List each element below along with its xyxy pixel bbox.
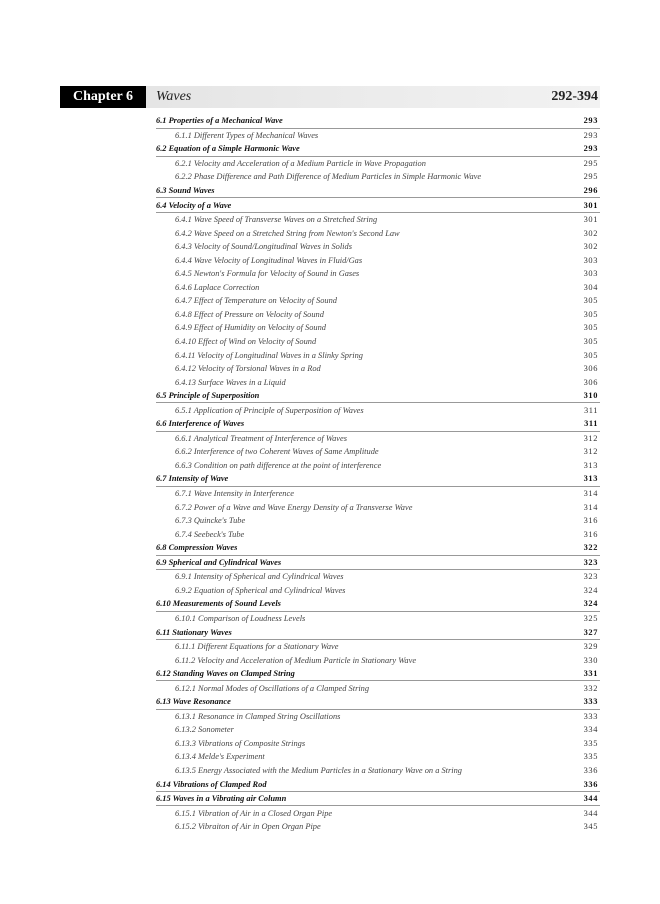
toc-subsection-row[interactable]: [156, 432, 600, 446]
toc-entry-page: 303: [583, 269, 598, 279]
toc-subsection-row[interactable]: [156, 500, 600, 514]
toc-section-row[interactable]: [156, 792, 600, 807]
toc-entry-title: 6.11.2 Velocity and Acceleration of Medium Particle in Stationary Wave: [175, 655, 417, 665]
toc-entry-page: 293: [583, 144, 598, 154]
toc-entry-title: 6.12 Standing Waves on Clamped String: [156, 669, 295, 679]
toc-entry-title: 6.4.5 Newton's Formula for Velocity of Sound in Gases: [175, 269, 360, 279]
toc-entry-title: 6.4.4 Wave Velocity of Longitudinal Waves in Fluid/Gas: [175, 255, 363, 265]
toc-subsection-row[interactable]: [156, 267, 600, 281]
toc-entry-title: 6.13 Wave Resonance: [156, 697, 231, 707]
toc-subsection-row[interactable]: [156, 681, 600, 695]
toc-entry-title: 6.13.1 Resonance in Clamped String Oscillations: [175, 711, 341, 721]
toc-entry-title: 6.11 Stationary Waves: [156, 627, 232, 637]
toc-subsection-row[interactable]: [156, 570, 600, 584]
toc-entry-title: 6.3 Sound Waves: [156, 186, 215, 195]
toc-entry-page: 313: [583, 474, 598, 484]
toc-section-row[interactable]: [156, 472, 600, 487]
toc-entry-title: 6.6 Interference of Waves: [156, 419, 245, 429]
toc-section-row[interactable]: [156, 198, 600, 213]
toc-entry-title: 6.9.2 Equation of Spherical and Cylindrical Waves: [175, 585, 346, 595]
toc-entry-page: 304: [583, 282, 598, 292]
toc-subsection-row[interactable]: [156, 157, 600, 171]
toc-entry-page: 306: [583, 377, 598, 387]
toc-entry-page: 305: [583, 323, 598, 333]
toc-entry-title: 6.4.6 Laplace Correction: [175, 282, 260, 292]
toc-subsection-row[interactable]: [156, 362, 600, 376]
toc-entry-page: 336: [583, 779, 598, 789]
toc-entry-title: 6.15.1 Vibration of Air in a Closed Organ Pipe: [175, 808, 333, 818]
toc-entry-page: 301: [583, 215, 598, 225]
toc-entry-title: 6.2 Equation of a Simple Harmonic Wave: [156, 144, 300, 154]
toc-subsection-row[interactable]: [156, 710, 600, 724]
toc-entry-page: 331: [583, 669, 598, 679]
toc-entry-title: 6.7.4 Seebeck's Tube: [175, 529, 245, 539]
toc-subsection-row[interactable]: [156, 240, 600, 254]
toc-entry-page: 301: [583, 200, 598, 210]
toc-entry-page: 305: [583, 337, 598, 347]
toc-subsection-row[interactable]: [156, 820, 600, 834]
toc-entry-title: 6.14 Vibrations of Clamped Rod: [156, 779, 267, 789]
toc-entry-title: 6.10.1 Comparison of Loudness Levels: [175, 613, 306, 623]
toc-entry-page: 344: [583, 808, 598, 818]
toc-entry-page: 332: [583, 683, 598, 693]
toc-section-row[interactable]: [156, 667, 600, 682]
toc-subsection-row[interactable]: [156, 806, 600, 820]
toc-entry-title: 6.7 Intensity of Wave: [156, 474, 229, 484]
toc-entry-page: 330: [583, 655, 598, 665]
toc-entry-title: 6.13.5 Energy Associated with the Medium Particles in a Stationary Wave on a String: [175, 765, 462, 775]
toc-entry-title: 6.4 Velocity of a Wave: [156, 200, 232, 210]
toc-subsection-row[interactable]: [156, 281, 600, 295]
toc-entry-title: 6.2.2 Phase Difference and Path Difference of Medium Particles in Simple Harmonic Wave: [175, 172, 482, 182]
toc-entry-title: 6.4.2 Wave Speed on a Stretched String from Newton's Second Law: [175, 228, 400, 238]
toc-subsection-row[interactable]: [156, 459, 600, 473]
toc-subsection-row[interactable]: [156, 487, 600, 501]
toc-entry-title: 6.4.3 Velocity of Sound/Longitudinal Waves in Solids: [175, 242, 352, 252]
toc-entry-title: 6.13.4 Melde's Experiment: [175, 752, 265, 762]
toc-section-row[interactable]: [156, 597, 600, 612]
toc-entry-title: 6.4.10 Effect of Wind on Velocity of Sound: [175, 337, 317, 347]
toc-entry-title: 6.13.2 Sonometer: [175, 725, 234, 735]
toc-entry-page: 305: [583, 296, 598, 306]
toc-entry-page: 324: [583, 585, 598, 595]
toc-entry-page: 293: [583, 116, 598, 126]
toc-section-row[interactable]: [156, 417, 600, 432]
toc-subsection-row[interactable]: [156, 445, 600, 459]
toc-entry-page: 333: [583, 711, 598, 721]
toc-entry-title: 6.8 Compression Waves: [156, 543, 238, 553]
toc-entry-title: 6.4.7 Effect of Temperature on Velocity of Sound: [175, 296, 337, 306]
toc-section-row[interactable]: [156, 777, 600, 792]
toc-entry-page: 296: [583, 186, 598, 195]
toc-entry-page: 312: [583, 433, 598, 443]
toc-subsection-row[interactable]: [156, 335, 600, 349]
toc-entry-title: 6.7.1 Wave Intensity in Interference: [175, 489, 294, 499]
toc-subsection-row[interactable]: [156, 375, 600, 389]
toc-entry-page: 324: [583, 599, 598, 609]
toc-entry-title: 6.1 Properties of a Mechanical Wave: [156, 116, 283, 126]
toc-section-row[interactable]: [156, 389, 600, 404]
toc-entry-title: 6.7.2 Power of a Wave and Wave Energy Density of a Transverse Wave: [175, 502, 413, 512]
toc-entry-page: 305: [583, 350, 598, 360]
toc-subsection-row[interactable]: [156, 527, 600, 541]
toc-entry-page: 303: [583, 255, 598, 265]
toc-entry-page: 295: [583, 158, 598, 168]
toc-entry-page: 293: [583, 130, 598, 140]
toc-entry-title: 6.6.2 Interference of two Coherent Waves of Same Amplitude: [175, 447, 379, 457]
toc-subsection-row[interactable]: [156, 170, 600, 184]
toc-entry-page: 334: [583, 725, 598, 735]
toc-entry-page: 322: [583, 543, 598, 553]
toc-entry-page: 311: [583, 405, 598, 415]
toc-subsection-row[interactable]: [156, 294, 600, 308]
toc-entry-title: 6.1.1 Different Types of Mechanical Waves: [175, 130, 319, 140]
toc-entry-page: 313: [583, 460, 598, 470]
toc-subsection-row[interactable]: [156, 640, 600, 654]
toc-entry-title: 6.6.1 Analytical Treatment of Interference of Waves: [175, 433, 347, 443]
toc-entry-page: 295: [583, 172, 598, 182]
toc-section-row[interactable]: [156, 184, 600, 199]
toc-entry-page: 323: [583, 572, 598, 582]
toc-entry-title: 6.4.13 Surface Waves in a Liquid: [175, 377, 286, 387]
toc-entry-page: 314: [583, 489, 598, 499]
toc-subsection-row[interactable]: [156, 723, 600, 737]
toc-entry-title: 6.11.1 Different Equations for a Stationary Wave: [175, 642, 339, 652]
chapter-title: Waves: [156, 89, 192, 104]
chapter-label: Chapter 6: [60, 86, 146, 108]
toc-entry-page: 323: [583, 557, 598, 567]
toc-subsection-row[interactable]: [156, 321, 600, 335]
toc-entry-page: 316: [583, 529, 598, 539]
toc-subsection-row[interactable]: [156, 403, 600, 417]
table-of-contents: [156, 114, 600, 833]
toc-subsection-row[interactable]: [156, 514, 600, 528]
toc-entry-title: 6.15 Waves in a Vibrating air Column: [156, 794, 287, 804]
toc-entry-page: 302: [583, 228, 598, 238]
toc-entry-page: 335: [583, 738, 598, 748]
toc-entry-page: 335: [583, 752, 598, 762]
toc-entry-page: 329: [583, 642, 598, 652]
toc-entry-title: 6.6.3 Condition on path difference at the point of interference: [175, 460, 382, 470]
toc-entry-title: 6.4.8 Effect of Pressure on Velocity of Sound: [175, 309, 324, 319]
toc-entry-page: 305: [583, 309, 598, 319]
toc-entry-page: 325: [583, 613, 598, 623]
toc-entry-page: 333: [583, 697, 598, 707]
toc-subsection-row[interactable]: [156, 213, 600, 227]
toc-subsection-row[interactable]: [156, 750, 600, 764]
toc-entry-title: 6.13.3 Vibrations of Composite Strings: [175, 738, 306, 748]
toc-subsection-row[interactable]: [156, 584, 600, 598]
toc-entry-title: 6.5.1 Application of Principle of Superposition of Waves: [175, 405, 364, 415]
chapter-header: [60, 86, 600, 108]
chapter-page-range: 292-394: [551, 89, 598, 104]
toc-section-row[interactable]: [156, 695, 600, 710]
toc-entry-page: 314: [583, 502, 598, 512]
toc-section-row[interactable]: [156, 541, 600, 556]
toc-subsection-row[interactable]: [156, 764, 600, 778]
toc-entry-title: 6.4.12 Velocity of Torsional Waves in a Rod: [175, 364, 321, 374]
toc-entry-page: 344: [583, 794, 598, 804]
toc-subsection-row[interactable]: [156, 253, 600, 267]
toc-entry-title: 6.10 Measurements of Sound Levels: [156, 599, 281, 609]
toc-section-row[interactable]: [156, 556, 600, 571]
toc-entry-title: 6.4.11 Velocity of Longitudinal Waves in a Slinky Spring: [175, 350, 363, 360]
toc-subsection-row[interactable]: [156, 308, 600, 322]
toc-entry-title: 6.9.1 Intensity of Spherical and Cylindrical Waves: [175, 572, 344, 582]
toc-entry-page: 345: [583, 822, 598, 832]
toc-entry-page: 316: [583, 516, 598, 526]
toc-subsection-row[interactable]: [156, 348, 600, 362]
toc-section-row[interactable]: [156, 114, 600, 129]
toc-entry-title: 6.7.3 Quincke's Tube: [175, 516, 246, 526]
toc-entry-page: 336: [583, 765, 598, 775]
toc-entry-page: 302: [583, 242, 598, 252]
toc-entry-page: 327: [583, 627, 598, 637]
toc-subsection-row[interactable]: [156, 129, 600, 143]
toc-entry-title: 6.4.1 Wave Speed of Transverse Waves on a Stretched String: [175, 215, 378, 225]
toc-entry-page: 311: [584, 419, 598, 429]
toc-subsection-row[interactable]: [156, 612, 600, 626]
toc-subsection-row[interactable]: [156, 653, 600, 667]
toc-entry-page: 306: [583, 364, 598, 374]
toc-entry-page: 310: [583, 391, 598, 401]
toc-subsection-row[interactable]: [156, 737, 600, 751]
toc-entry-title: 6.4.9 Effect of Humidity on Velocity of Sound: [175, 323, 326, 333]
toc-entry-title: 6.2.1 Velocity and Acceleration of a Medium Particle in Wave Propagation: [175, 158, 426, 168]
toc-entry-page: 312: [583, 447, 598, 457]
toc-entry-title: 6.9 Spherical and Cylindrical Waves: [156, 557, 282, 567]
toc-section-row[interactable]: [156, 625, 600, 640]
toc-entry-title: 6.5 Principle of Superposition: [156, 391, 260, 401]
toc-subsection-row[interactable]: [156, 226, 600, 240]
toc-section-row[interactable]: [156, 142, 600, 157]
toc-entry-title: 6.12.1 Normal Modes of Oscillations of a Clamped String: [175, 683, 370, 693]
toc-entry-title: 6.15.2 Vibraiton of Air in Open Organ Pipe: [175, 822, 321, 832]
